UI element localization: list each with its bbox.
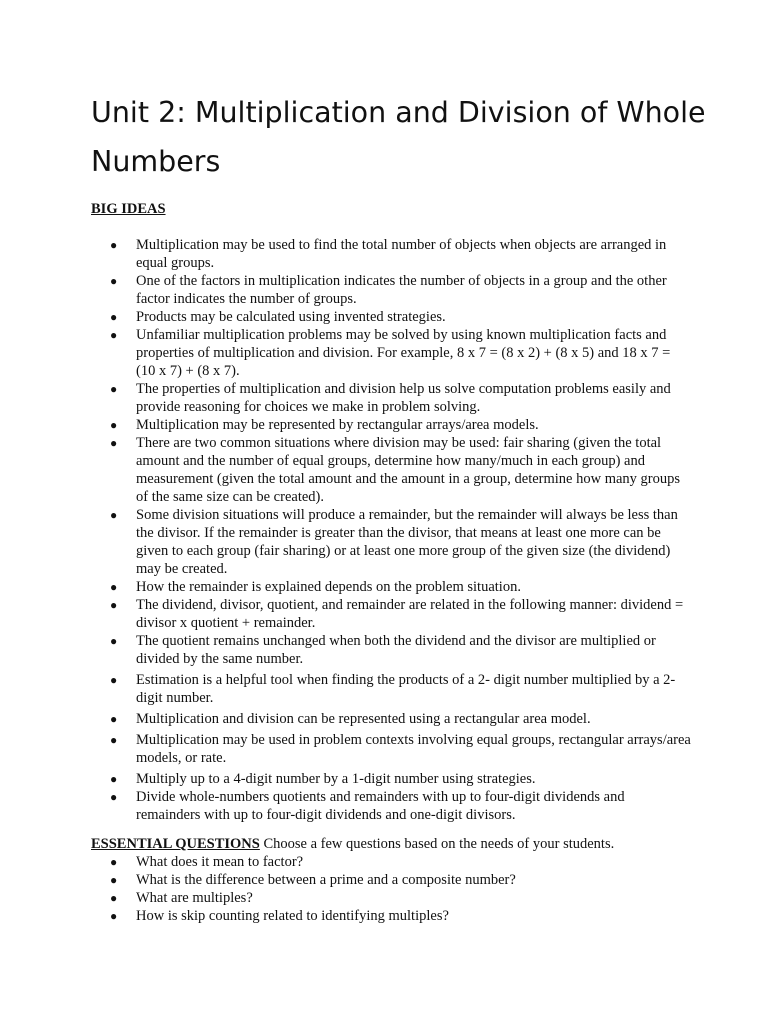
bullet-icon: ● [110,891,118,905]
list-item: ● Multiplication may be represented by rectangular arrays/area models. [110,417,539,433]
list-item: ● One of the factors in multiplication indicates the number of objects in a group and the other factor indicates the number of groups. [110,273,667,307]
bullet-icon: ● [110,328,118,342]
list-item: ● What does it mean to factor? [110,854,304,870]
big-ideas-heading: BIG IDEAS [91,201,166,217]
essential-questions-list [91,853,691,925]
essential-questions-intro [91,835,711,853]
bullet-icon: ● [110,733,118,747]
list-item: ● Estimation is a helpful tool when finding the products of a 2- digit number multiplied by a 2-digit number. [110,672,676,706]
bullet-icon: ● [110,873,118,887]
list-item: ● Multiplication may be used in problem contexts involving equal groups, rectangular arrays/area models, or rate. [110,732,691,766]
list-item: ● What are multiples? [110,890,253,906]
bullet-icon: ● [110,436,118,450]
list-item: ● How is skip counting related to identifying multiples? [110,908,449,924]
bullet-icon: ● [110,855,118,869]
list-item: ● The properties of multiplication and division help us solve computation problems easily and provide reasoning for choices we make in problem solving. [110,381,671,415]
list-item: ● Divide whole-numbers quotients and remainders with up to four-digit dividends and remainders with up to four-digit dividends and one-digit divisors. [110,789,625,823]
list-item: ● Multiplication may be used to find the total number of objects when objects are arranged in equal groups. [110,237,667,271]
list-item: ● There are two common situations where division may be used: fair sharing (given the total amount and the number of equal groups, determine how many/much in each group) and measurement (given the total amount and the amount in a group, determine how many groups of the same size can be created). [110,435,681,505]
bullet-icon: ● [110,508,118,522]
essential-questions-instruction: Choose a few questions based on the needs of your students. [263,836,615,852]
big-ideas-list [91,236,691,824]
list-item: ● Unfamiliar multiplication problems may be solved by using known multiplication facts and properties of multiplication and division. For example, 8 x 7 = (8 x 2) + (8 x 5) and 18 x 7 = (10 x 7) + (8 x 7). [110,327,671,379]
list-item: ● Some division situations will produce a remainder, but the remainder will always be less than the divisor. If the remainder is greater than the divisor, that means at least one more can be given to each group (fair sharing) or at least one more group of the given size (the dividend) may be created. [110,507,678,577]
bullet-icon: ● [110,418,118,432]
list-item: ● Products may be calculated using invented strategies. [110,309,446,325]
bullet-icon: ● [110,634,118,648]
bullet-icon: ● [110,310,118,324]
essential-questions-heading: ESSENTIAL QUESTIONS [91,836,260,852]
list-item: ● The dividend, divisor, quotient, and remainder are related in the following manner: dividend = divisor x quotient + remainder. [110,597,684,631]
list-item: ● The quotient remains unchanged when both the dividend and the divisor are multiplied or divided by the same number. [110,633,656,667]
list-item: ● Multiplication and division can be represented using a rectangular area model. [110,711,591,727]
bullet-icon: ● [110,909,118,923]
list-item: ● Multiply up to a 4-digit number by a 1-digit number using strategies. [110,771,536,787]
bullet-icon: ● [110,382,118,396]
bullet-icon: ● [110,673,118,687]
bullet-icon: ● [110,790,118,804]
bullet-icon: ● [110,580,118,594]
bullet-icon: ● [110,772,118,786]
list-item: ● What is the difference between a prime and a composite number? [110,872,516,888]
bullet-icon: ● [110,274,118,288]
list-item: ● How the remainder is explained depends on the problem situation. [110,579,521,595]
bullet-icon: ● [110,598,118,612]
page-title: Unit 2: Multiplication and Division of Whole Numbers [91,96,706,178]
bullet-icon: ● [110,238,118,252]
bullet-icon: ● [110,712,118,726]
